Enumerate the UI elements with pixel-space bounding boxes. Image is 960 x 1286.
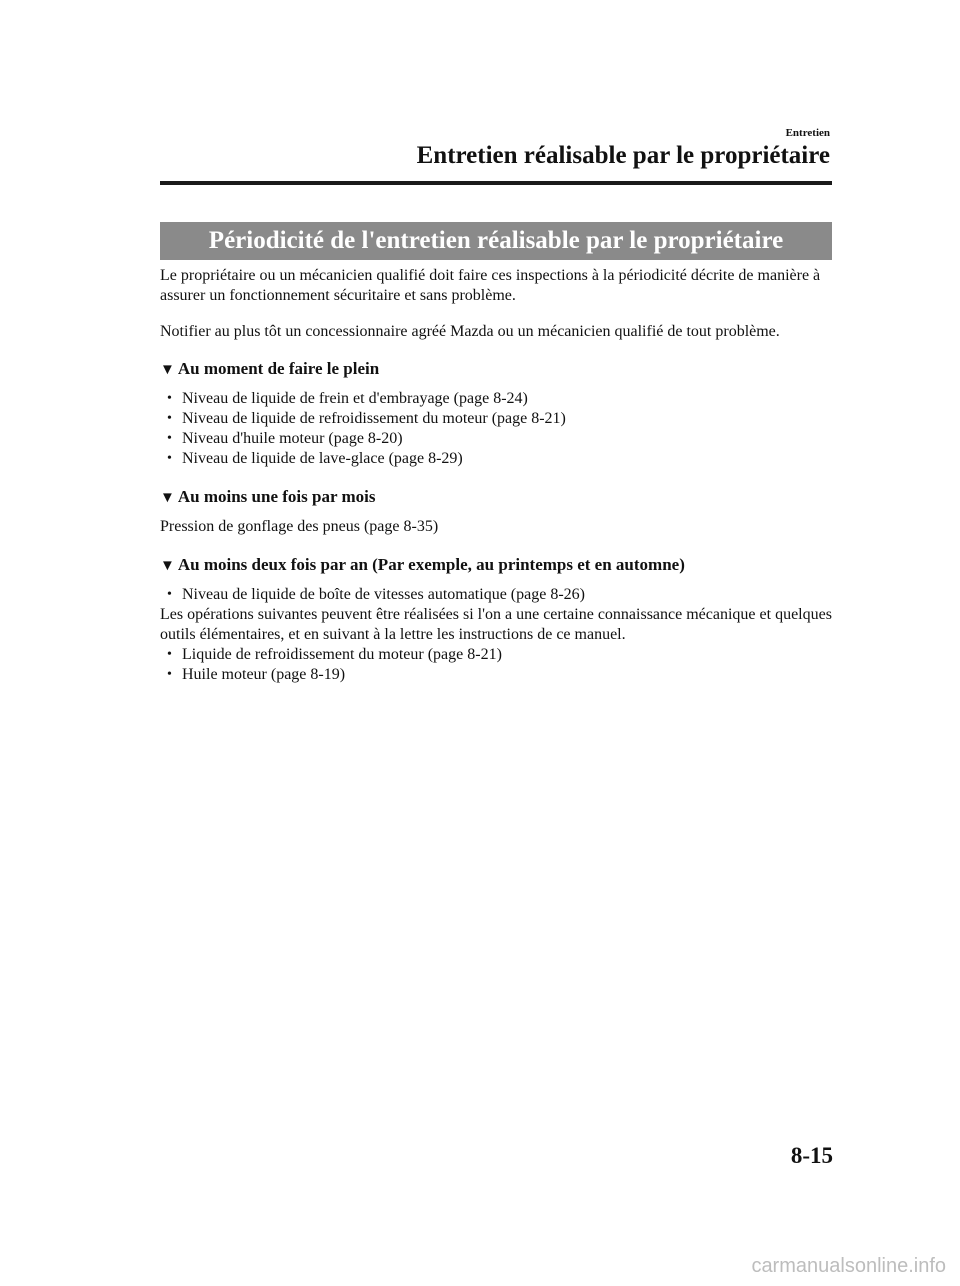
subheading-biannual (160, 555, 840, 576)
bullet-dot-icon: • (167, 431, 172, 446)
list-item: • Niveau de liquide de refroidissement du moteur (page 8-21) (167, 410, 566, 427)
subheading-monthly-label: Au moins une fois par mois (177, 487, 376, 506)
list-item: • Niveau d'huile moteur (page 8-20) (167, 430, 403, 447)
section-heading-banner: Périodicité de l'entretien réalisable par le propriétaire (160, 222, 832, 260)
owner-tasks-list (160, 645, 840, 685)
running-header-title: Entretien réalisable par le propriétaire (416, 142, 830, 169)
header-divider (160, 181, 832, 185)
bullet-dot-icon: • (167, 667, 172, 682)
list-item: • Niveau de liquide de frein et d'embrayage (page 8-24) (167, 390, 528, 407)
biannual-check-list (160, 585, 840, 605)
list-item: • Liquide de refroidissement du moteur (page 8-21) (167, 646, 502, 663)
intro-paragraph-1: Le propriétaire ou un mécanicien qualifié doit faire ces inspections à la périodicité décrite de manière à assurer un fonctionnement sécuritaire et sans problème. (160, 267, 821, 304)
fuel-check-list (160, 389, 840, 469)
down-triangle-icon: ▼ (160, 558, 175, 574)
bullet-dot-icon: • (167, 391, 172, 406)
list-item: • Niveau de liquide de boîte de vitesses automatique (page 8-26) (167, 586, 585, 603)
intro-paragraph-2: Notifier au plus tôt un concessionnaire agréé Mazda ou un mécanicien qualifié de tout problème. (160, 323, 780, 340)
running-header-section: Entretien (785, 127, 830, 139)
bullet-dot-icon: • (167, 451, 172, 466)
bullet-dot-icon: • (167, 587, 172, 602)
down-triangle-icon: ▼ (160, 362, 175, 378)
monthly-text: Pression de gonflage des pneus (page 8-35) (160, 518, 439, 535)
watermark: carmanualsonline.info (751, 1255, 946, 1277)
page-number: 8-15 (790, 1143, 833, 1168)
subheading-biannual-label: Au moins deux fois par an (Par exemple, au printemps et en automne) (177, 555, 685, 574)
biannual-note: Les opérations suivantes peuvent être réalisées si l'on a une certaine connaissance mécanique et quelques outils élémentaires, et en suivant à la lettre les instructions de ce manuel. (160, 606, 832, 643)
subheading-fuel-label: Au moment de faire le plein (177, 359, 380, 378)
list-item: • Niveau de liquide de lave-glace (page 8-29) (167, 450, 463, 467)
bullet-dot-icon: • (167, 647, 172, 662)
subheading-monthly (160, 487, 840, 508)
bullet-dot-icon: • (167, 411, 172, 426)
subheading-fuel (160, 359, 840, 380)
down-triangle-icon: ▼ (160, 490, 175, 506)
list-item: • Huile moteur (page 8-19) (167, 666, 346, 683)
page-body (160, 266, 840, 685)
